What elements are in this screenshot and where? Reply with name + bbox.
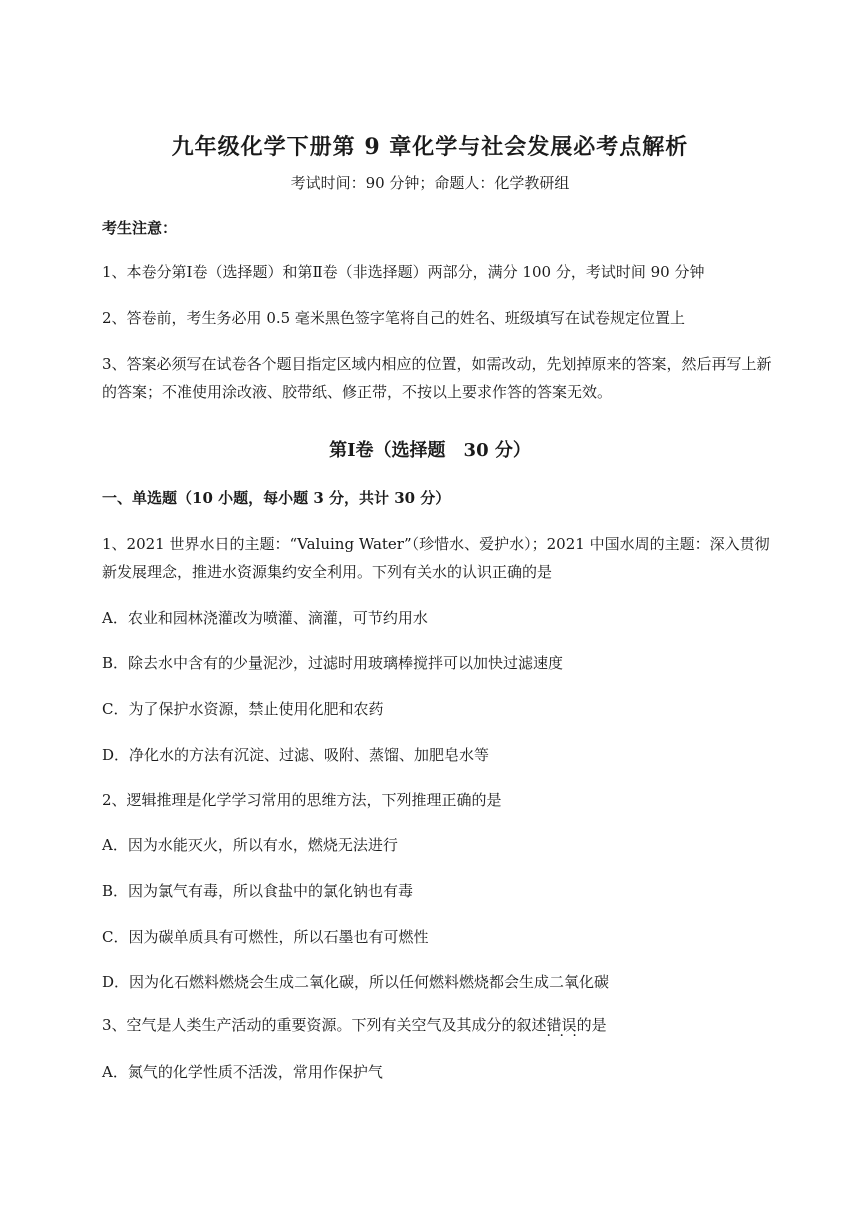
- question-option: C．因为碳单质具有可燃性，所以石墨也有可燃性: [102, 928, 429, 946]
- part-heading: 一、单选题（10 小题，每小题 3 分，共计 30 分）: [102, 489, 451, 507]
- question-option: A．氮气的化学性质不活泼，常用作保护气: [102, 1063, 383, 1081]
- emphasis-marked-word: 错误 · · ·: [547, 1016, 577, 1034]
- question-option: A．农业和园林浇灌改为喷灌、滴灌，可节约用水: [102, 609, 428, 627]
- question-stem: 新发展理念，推进水资源集约安全利用。下列有关水的认识正确的是: [102, 563, 553, 581]
- question-option: A．因为水能灭火，所以有水，燃烧无法进行: [102, 836, 398, 854]
- question-stem-suffix: 的是: [576, 1016, 607, 1034]
- question-option: D．因为化石燃料燃烧会生成二氧化碳，所以任何燃料燃烧都会生成二氧化碳: [102, 973, 610, 991]
- question-option: C．为了保护水资源，禁止使用化肥和农药: [102, 700, 384, 718]
- question-option: B．因为氯气有毒，所以食盐中的氯化钠也有毒: [102, 882, 414, 900]
- notice-item: 2、答卷前，考生务必用 0.5 毫米黑色签字笔将自己的姓名、班级填写在试卷规定位置上: [102, 309, 685, 327]
- notice-item: 3、答案必须写在试卷各个题目指定区域内相应的位置，如需改动，先划掉原来的答案，然后再写上新: [102, 355, 772, 373]
- notice-heading: 考生注意：: [102, 219, 178, 237]
- question-stem: [102, 1015, 607, 1035]
- section-title: 第Ⅰ卷（选择题 30 分）: [329, 440, 531, 461]
- question-option: B．除去水中含有的少量泥沙，过滤时用玻璃棒搅拌可以加快过滤速度: [102, 654, 564, 672]
- question-stem: 1、2021 世界水日的主题：“Valuing Water”（珍惜水、爱护水）；2021 中国水周的主题：深入贯彻: [102, 535, 770, 553]
- question-option: D．净化水的方法有沉淀、过滤、吸附、蒸馏、加肥皂水等: [102, 746, 490, 764]
- page-title: 九年级化学下册第 9 章化学与社会发展必考点解析: [171, 134, 689, 160]
- question-stem: 2、逻辑推理是化学学习常用的思维方法，下列推理正确的是: [102, 791, 502, 809]
- notice-item: 1、本卷分第Ⅰ卷（选择题）和第Ⅱ卷（非选择题）两部分，满分 100 分，考试时间 90 分钟: [102, 263, 705, 281]
- exam-info: 考试时间：90 分钟；命题人：化学教研组: [290, 174, 570, 192]
- notice-item: 的答案；不准使用涂改液、胶带纸、修正带，不按以上要求作答的答案无效。: [102, 383, 613, 401]
- question-stem-prefix: 3、空气是人类生产活动的重要资源。下列有关空气及其成分的叙述: [102, 1016, 547, 1034]
